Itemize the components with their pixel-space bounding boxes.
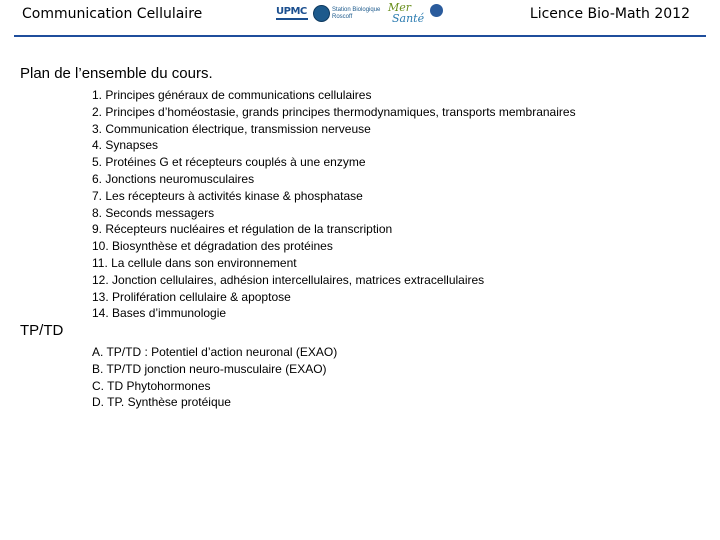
program-title: Licence Bio-Math 2012 xyxy=(529,6,690,22)
course-plan-list xyxy=(92,87,576,322)
list-item: B. TP/TD jonction neuro-musculaire (EXAO) xyxy=(92,361,327,376)
tp-td-heading: TP/TD xyxy=(20,322,64,339)
mer-logo-line1: Mer xyxy=(388,1,412,14)
list-item: 13. Prolifération cellulaire & apoptose xyxy=(92,289,291,304)
list-item: 11. La cellule dans son environnement xyxy=(92,255,297,270)
station-biologique-logo xyxy=(332,7,380,21)
upmc-logo xyxy=(276,6,308,20)
plan-heading: Plan de l’ensemble du cours. xyxy=(20,65,213,82)
list-item: A. TP/TD : Potentiel d’action neuronal (EXAO) xyxy=(92,345,338,359)
slide-header xyxy=(0,0,720,32)
list-item: 8. Seconds messagers xyxy=(92,205,215,220)
tp-td-list xyxy=(92,344,337,411)
course-title: Communication Cellulaire xyxy=(22,6,203,22)
list-item: 10. Biosynthèse et dégradation des protéines xyxy=(92,239,333,254)
upmc-logo-text: UPMC xyxy=(276,6,307,17)
upmc-logo-underline xyxy=(276,18,308,20)
header-divider xyxy=(14,35,706,37)
list-item: 5. Protéines G et récepteurs couplés à une enzyme xyxy=(92,155,366,170)
partner-logos xyxy=(276,2,466,28)
mer-logo-line2: Santé xyxy=(392,12,425,25)
station-biologique-icon xyxy=(313,5,330,22)
station-logo-line2: Roscoff xyxy=(332,14,353,20)
list-item: 12. Jonction cellulaires, adhésion intercellulaires, matrices extracellulaires xyxy=(92,272,485,287)
list-item: C. TD Phytohormones xyxy=(92,378,211,393)
mer-sante-logo xyxy=(388,2,424,24)
list-item: 14. Bases d’immunologie xyxy=(92,306,227,321)
list-item: 2. Principes d’homéostasie, grands principes thermodynamiques, transports membranaires xyxy=(92,104,576,119)
station-logo-line1: Station Biologique xyxy=(332,7,381,13)
list-item: 3. Communication électrique, transmission nerveuse xyxy=(92,121,371,136)
list-item: D. TP. Synthèse protéique xyxy=(92,395,231,410)
list-item: 9. Récepteurs nucléaires et régulation de la transcription xyxy=(92,222,393,237)
list-item: 7. Les récepteurs à activités kinase & phosphatase xyxy=(92,188,363,203)
list-item: 6. Jonctions neuromusculaires xyxy=(92,171,255,186)
partner-emblem-icon xyxy=(430,4,443,17)
list-item: 1. Principes généraux de communications cellulaires xyxy=(92,88,372,102)
list-item: 4. Synapses xyxy=(92,138,159,153)
